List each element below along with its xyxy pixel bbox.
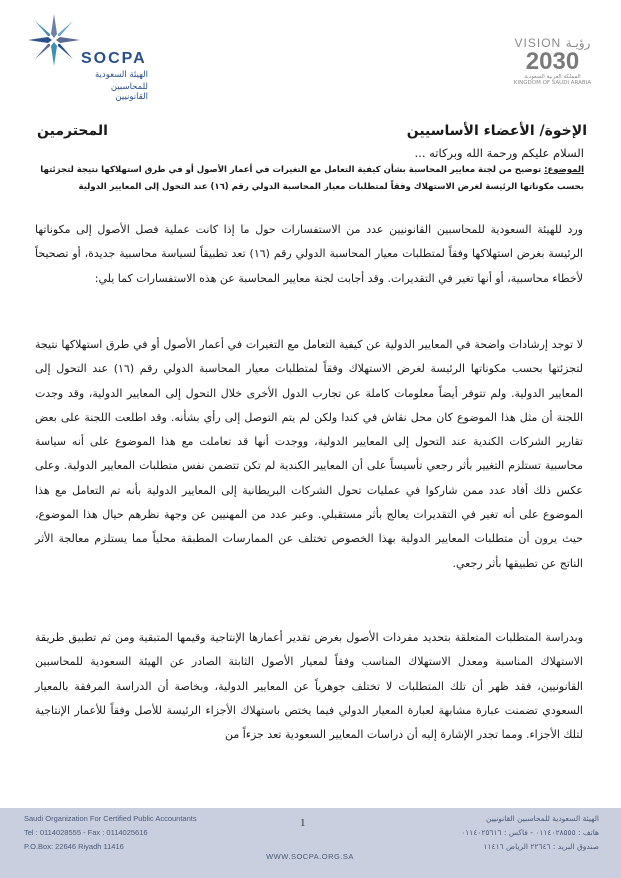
footer-website[interactable]: WWW.SOCPA.ORG.SA xyxy=(266,852,354,861)
vision-year: 2030 xyxy=(525,48,580,75)
vision-arabic-kingdom: المملكة العربية السعودية xyxy=(524,74,581,80)
socpa-name: SOCPA xyxy=(81,50,147,67)
socpa-arabic-name-line1: الهيئة السعودية xyxy=(95,70,148,80)
footer-tel-fax-ar: هاتف : ٠١١٤٠٢٨٥٥٥ - فاكس : ٠١١٤٠٢٥٦١٦ xyxy=(461,828,599,837)
vision-label: VISION رؤيـة xyxy=(514,36,591,50)
socpa-arabic-name-line2: للمحاسبين القانونيين xyxy=(110,82,148,102)
vision-2030-logo xyxy=(505,36,600,92)
paragraph-2: لا توجد إرشادات واضحة في المعايير الدولية عن كيفية التعامل مع التغيرات في أعمار الأصول أو في طرق استهلاكها نتيجة لتجزئتها بحسب مكوناتها الرئيسة لغرض الاستهلاك وفقاً لمتطلبات معيار المحاسبة الدولي رقم (١٦) عند التحول إلى المعايير الدولية. ولم تتوفر أيضاً معلومات كاملة عن تجارب الدول الأخرى خلال التحول إلى المعايير الدولية، وقد وجدت اللجنة أن مثل هذا الموضوع كان محل نقاش في كندا ولكن لم يتم التوصل إلى رأي بشأنه. وقد اطلعت اللجنة على بعض تقارير الشركات الكندية عند التحول إلى المعايير الدولية، ووجدت أنها قد تعاملت مع هذا الموضوع على أنه سياسة محاسبية تستلزم التغيير بأثر رجعي تأسيساً على أن المعايير الكندية لم تكن تتضمن نفس متطلبات المعايير الدولية. وعلى عكس ذلك أفاد عدد ممن شاركوا في عمليات تحول الشركات البريطانية إلى المعايير الدولية بأنه تم التعامل مع هذا الموضوع على أنه تغير في التقديرات يعالج بأثر مستقبلي. وعبر عدد من المهنيين عن وجهة نظرهم حيال هذا الموضوع، حيث يرون أن متطلبات المعايير الدولية بهذا الخصوص تختلف عن الممارسات المطبقة محلياً مما يستلزم معالجة الأثر الناتج عن تطبيقها بأثر رجعي. xyxy=(35,338,583,570)
salutation-line xyxy=(37,123,587,145)
page-number: 1 xyxy=(300,817,306,829)
footer-tel-fax-en: Tel : 0114028555 - Fax : 0114025616 xyxy=(24,828,148,837)
socpa-logo xyxy=(26,12,196,102)
addressee: الإخوة/ الأعضاء الأساسيين xyxy=(406,123,587,139)
socpa-star-icon xyxy=(26,12,82,68)
paragraph-1: ورد للهيئة السعودية للمحاسبين القانونيين عدد من الاستفسارات حول ما إذا كانت عملية فصل الأصول إلى مكوناتها الرئيسة بغرض استهلاكها وفقاً لمتطلبات معيار المحاسبة الدولي رقم (١٦) تعد تطبيقاً لسياسة محاسبية جديدة، أو تصحيحاً لأخطاء محاسبية، أو أنها تغير في التقديرات. وقد أجابت لجنة معايير المحاسبة عن هذه الاستفسارات كما يلي: xyxy=(35,223,583,285)
subject-label: الموضوع: xyxy=(544,165,584,175)
footer-pobox-ar: صندوق البريد : ٢٢٦٤٦ الرياض ١١٤١٦ xyxy=(483,842,599,851)
vision-english-kingdom: KINGDOM OF SAUDI ARABIA xyxy=(513,80,592,86)
subject-text: توضيح من لجنة معايير المحاسبة بشأن كيفية التعامل مع التغيرات في أعمار الأصول أو في طرق استهلاكها نتيجة لتجزئتها بحسب مكوناتها الرئيسة لغرض الاستهلاك وفقاً لمتطلبات معيار المحاسبة الدولي رقم (١٦) عند التحول إلى المعايير الدولية xyxy=(40,165,584,192)
footer-pobox-en: P.O.Box: 22646 Riyadh 11416 xyxy=(24,842,124,851)
subject xyxy=(36,162,584,196)
footer xyxy=(0,808,621,878)
footer-org-en: Saudi Organization For Certified Public Accountants xyxy=(24,814,197,823)
honorific: المحترمين xyxy=(37,123,108,139)
footer-org-ar: الهيئة السعودية للمحاسبين القانونيين xyxy=(485,814,599,823)
greeting: السلام عليكم ورحمة الله وبركاته ... xyxy=(414,146,584,160)
paragraph-3: وبدراسة المتطلبات المتعلقة بتحديد مفردات الأصول بغرض تقدير أعمارها الإنتاجية وقيمها المتبقية ومن ثم تطبيق طريقة الاستهلاك المناسبة ومعدل الاستهلاك المناسب وفقاً لمعيار الأصول الثابتة الصادر عن الهيئة السعودية للمحاسبين القانونيين، فقد ظهر أن تلك المتطلبات لا تختلف جوهرياً عن المعايير الدولية، وبخاصة أن الدراسة المرفقة بالمعيار السعودي تضمنت عبارة مشابهة لعبارة المعيار الدولي فيما يختص باستهلاك الأجزاء الرئيسة للأصل وفقاً للأعمار الإنتاجية لتلك الأجزاء. ومما تجدر الإشارة إليه أن دراسات المعايير السعودية تعد جزءاً من xyxy=(35,631,583,742)
